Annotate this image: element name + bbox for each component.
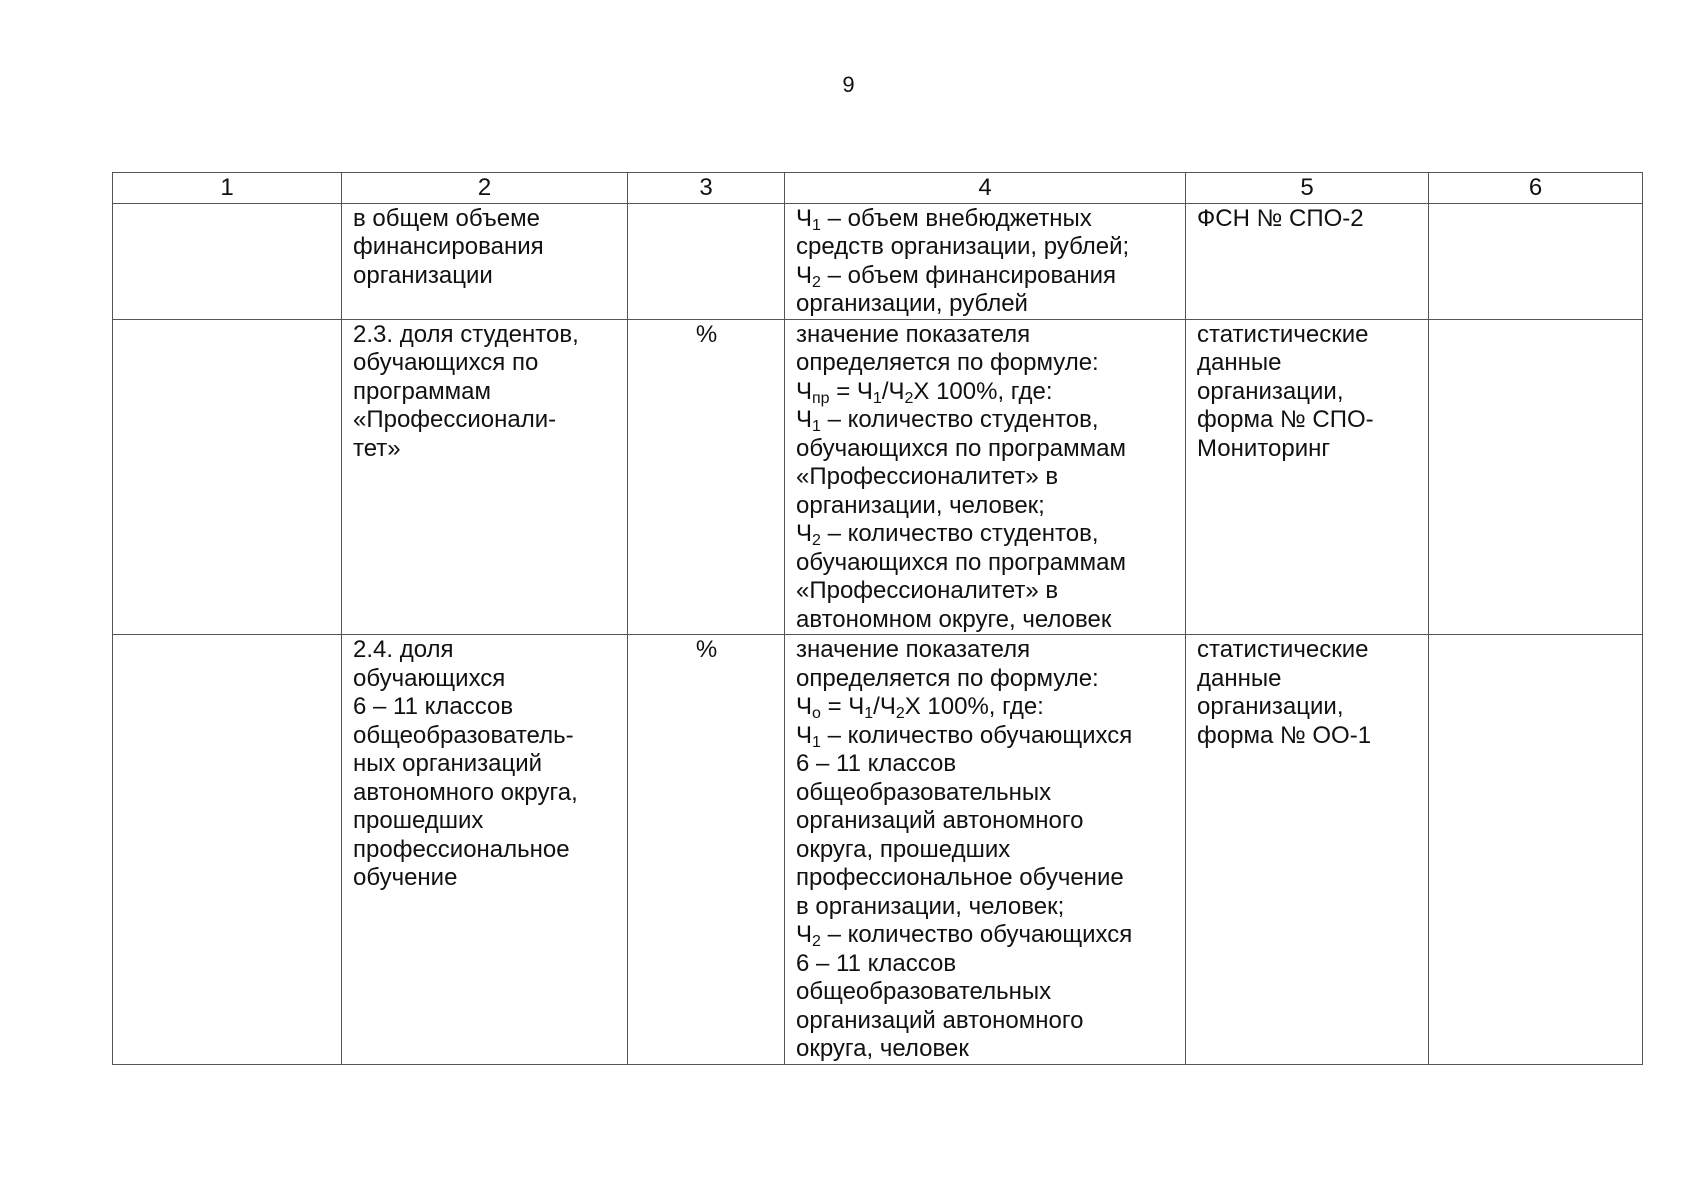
calculation-text: Ч bbox=[796, 261, 812, 289]
calculation-text: общеобразовательных bbox=[796, 778, 1052, 806]
calculation-text: – количество студентов, bbox=[820, 406, 1099, 433]
table-row bbox=[113, 319, 1643, 635]
table-row bbox=[113, 635, 1643, 1065]
calculation-text: Ч bbox=[796, 204, 812, 232]
calculation-line bbox=[796, 978, 1175, 1007]
cell-col6 bbox=[1429, 319, 1643, 635]
calculation-text: обучающихся по программам bbox=[796, 548, 1126, 576]
calculation-text: 6 – 11 классов bbox=[796, 750, 957, 777]
cell-calculation-method bbox=[785, 203, 1186, 319]
data-source-line: организации, bbox=[1197, 377, 1344, 405]
subscript: 1 bbox=[812, 418, 821, 435]
cell-unit bbox=[628, 319, 785, 635]
calculation-line bbox=[796, 665, 1175, 694]
cell-unit bbox=[628, 203, 785, 319]
calculation-text: автономном округе, человек bbox=[796, 605, 1112, 633]
calculation-line bbox=[796, 492, 1175, 521]
calculation-text: организаций автономного bbox=[796, 807, 1084, 834]
calculation-line bbox=[796, 893, 1175, 922]
calculation-text: Х 100%, где: bbox=[913, 377, 1053, 405]
indicator-name-line: 2.4. доля bbox=[353, 636, 454, 663]
calculation-text: Ч bbox=[796, 721, 812, 749]
calculation-text: Ч bbox=[796, 693, 812, 720]
table-row bbox=[113, 203, 1643, 319]
subscript: 1 bbox=[812, 733, 821, 751]
calculation-line bbox=[796, 349, 1175, 378]
header-cell-2: 2 bbox=[342, 173, 628, 204]
indicator-name-line: «Профессионали- bbox=[353, 406, 557, 433]
indicator-name-line: 6 – 11 классов bbox=[353, 693, 514, 720]
indicator-name-line: ных организаций bbox=[353, 750, 543, 777]
calculation-line bbox=[796, 577, 1175, 606]
calculation-text: Ч bbox=[796, 377, 812, 405]
indicator-name-line: обучение bbox=[353, 864, 458, 891]
subscript: 1 bbox=[872, 389, 882, 407]
header-cell-3: 3 bbox=[628, 173, 785, 204]
calculation-line bbox=[796, 520, 1175, 549]
cell-indicator-name bbox=[342, 203, 628, 319]
unit-text: % bbox=[695, 636, 718, 663]
subscript: 2 bbox=[812, 933, 821, 950]
header-cell-5: 5 bbox=[1186, 173, 1429, 204]
header-row bbox=[113, 173, 1643, 204]
cell-unit bbox=[628, 635, 785, 1065]
cell-col1 bbox=[113, 319, 342, 635]
calculation-line bbox=[796, 807, 1175, 836]
calculation-text: профессиональное обучение bbox=[796, 864, 1124, 891]
calculation-text: Х 100%, где: bbox=[904, 693, 1044, 720]
cell-data-source bbox=[1186, 319, 1429, 635]
subscript: 2 bbox=[904, 389, 914, 407]
indicator-name-line: 2.3. доля студентов, bbox=[353, 320, 579, 348]
indicator-name-line: тет» bbox=[353, 434, 401, 462]
calculation-line bbox=[796, 606, 1175, 635]
calculation-line bbox=[796, 435, 1175, 464]
calculation-text: организации, рублей bbox=[796, 290, 1028, 317]
calculation-line bbox=[796, 1035, 1175, 1064]
cell-col1 bbox=[113, 203, 342, 319]
header-cell-6: 6 bbox=[1429, 173, 1643, 204]
cell-data-source bbox=[1186, 635, 1429, 1065]
indicator-name-line: автономного округа, bbox=[353, 778, 578, 806]
data-source-line: форма № ОО-1 bbox=[1197, 721, 1372, 749]
calculation-text: округа, прошедших bbox=[796, 835, 1011, 863]
subscript: 1 bbox=[812, 216, 821, 234]
calculation-text: – количество обучающихся bbox=[820, 721, 1133, 749]
cell-col1 bbox=[113, 635, 342, 1065]
calculation-text: средств организации, рублей; bbox=[796, 233, 1130, 260]
calculation-text: организаций автономного bbox=[796, 1006, 1084, 1034]
cell-col6 bbox=[1429, 635, 1643, 1065]
subscript: 2 bbox=[812, 273, 821, 291]
calculation-line bbox=[796, 950, 1175, 979]
calculation-text: – количество обучающихся bbox=[820, 921, 1133, 948]
calculation-text: – объем финансирования bbox=[820, 261, 1116, 289]
calculation-text: округа, человек bbox=[796, 1035, 969, 1062]
calculation-text: – объем внебюджетных bbox=[820, 204, 1092, 232]
calculation-text: /Ч bbox=[873, 693, 896, 720]
data-source-line: форма № СПО- bbox=[1197, 406, 1374, 433]
subscript: 2 bbox=[895, 705, 905, 722]
calculation-text: значение показателя bbox=[796, 320, 1031, 348]
calculation-line bbox=[796, 836, 1175, 865]
cell-indicator-name bbox=[342, 319, 628, 635]
calculation-line bbox=[796, 1007, 1175, 1036]
subscript: 1 bbox=[864, 705, 874, 722]
data-source-line: Мониторинг bbox=[1197, 434, 1331, 462]
calculation-text: определяется по формуле: bbox=[796, 349, 1099, 376]
calculation-text: «Профессионалитет» в bbox=[796, 577, 1059, 604]
calculation-line bbox=[796, 262, 1175, 291]
subscript: о bbox=[812, 705, 821, 722]
calculation-line bbox=[796, 290, 1175, 319]
calculation-text: = Ч bbox=[820, 693, 865, 720]
data-source-line: данные bbox=[1197, 664, 1282, 692]
calculation-line bbox=[796, 549, 1175, 578]
unit-text: % bbox=[695, 320, 718, 348]
calculation-text: /Ч bbox=[881, 377, 905, 405]
calculation-line bbox=[796, 321, 1175, 350]
data-source-line: статистические bbox=[1197, 320, 1369, 348]
indicator-name-line: в общем объеме bbox=[353, 204, 540, 232]
calculation-text: 6 – 11 классов bbox=[796, 949, 957, 977]
calculation-text: значение показателя bbox=[796, 636, 1031, 663]
data-source-line: статистические bbox=[1197, 636, 1369, 663]
indicator-table bbox=[112, 172, 1643, 1065]
calculation-line bbox=[796, 750, 1175, 779]
indicator-name-line: общеобразователь- bbox=[353, 721, 574, 749]
calculation-text: = Ч bbox=[829, 377, 873, 405]
data-source-line: организации, bbox=[1197, 693, 1344, 720]
subscript: пр bbox=[812, 389, 830, 407]
data-source-line: данные bbox=[1197, 349, 1282, 376]
subscript: 2 bbox=[812, 532, 821, 549]
calculation-line bbox=[796, 205, 1175, 234]
data-source-line: ФСН № СПО-2 bbox=[1197, 204, 1364, 232]
indicator-name-line: программам bbox=[353, 377, 491, 405]
calculation-text: Ч bbox=[796, 921, 812, 948]
calculation-line bbox=[796, 406, 1175, 435]
cell-data-source bbox=[1186, 203, 1429, 319]
indicator-name-line: профессиональное bbox=[353, 835, 570, 863]
calculation-text: Ч bbox=[796, 406, 812, 433]
calculation-text: Ч bbox=[796, 520, 812, 547]
calculation-text: – количество студентов, bbox=[820, 520, 1099, 547]
cell-calculation-method bbox=[785, 635, 1186, 1065]
cell-indicator-name bbox=[342, 635, 628, 1065]
cell-col6 bbox=[1429, 203, 1643, 319]
calculation-text: обучающихся по программам bbox=[796, 434, 1126, 462]
indicator-name-line: прошедших bbox=[353, 807, 484, 834]
calculation-text: в организации, человек; bbox=[796, 892, 1065, 920]
indicator-name-line: обучающихся bbox=[353, 664, 506, 692]
calculation-line bbox=[796, 779, 1175, 808]
indicator-name-line: финансирования bbox=[353, 233, 544, 260]
calculation-line bbox=[796, 463, 1175, 492]
calculation-line bbox=[796, 636, 1175, 665]
cell-calculation-method bbox=[785, 319, 1186, 635]
header-cell-1: 1 bbox=[113, 173, 342, 204]
calculation-text: «Профессионалитет» в bbox=[796, 463, 1059, 490]
calculation-line bbox=[796, 233, 1175, 262]
indicator-name-line: организации bbox=[353, 261, 493, 289]
calculation-text: определяется по формуле: bbox=[796, 664, 1099, 692]
header-cell-4: 4 bbox=[785, 173, 1186, 204]
calculation-text: организации, человек; bbox=[796, 491, 1045, 519]
calculation-line bbox=[796, 722, 1175, 751]
calculation-line bbox=[796, 921, 1175, 950]
indicator-name-line: обучающихся по bbox=[353, 349, 539, 376]
calculation-line bbox=[796, 378, 1175, 407]
page-number: 9 bbox=[842, 72, 855, 97]
calculation-line bbox=[796, 864, 1175, 893]
calculation-line bbox=[796, 693, 1175, 722]
calculation-text: общеобразовательных bbox=[796, 978, 1052, 1005]
